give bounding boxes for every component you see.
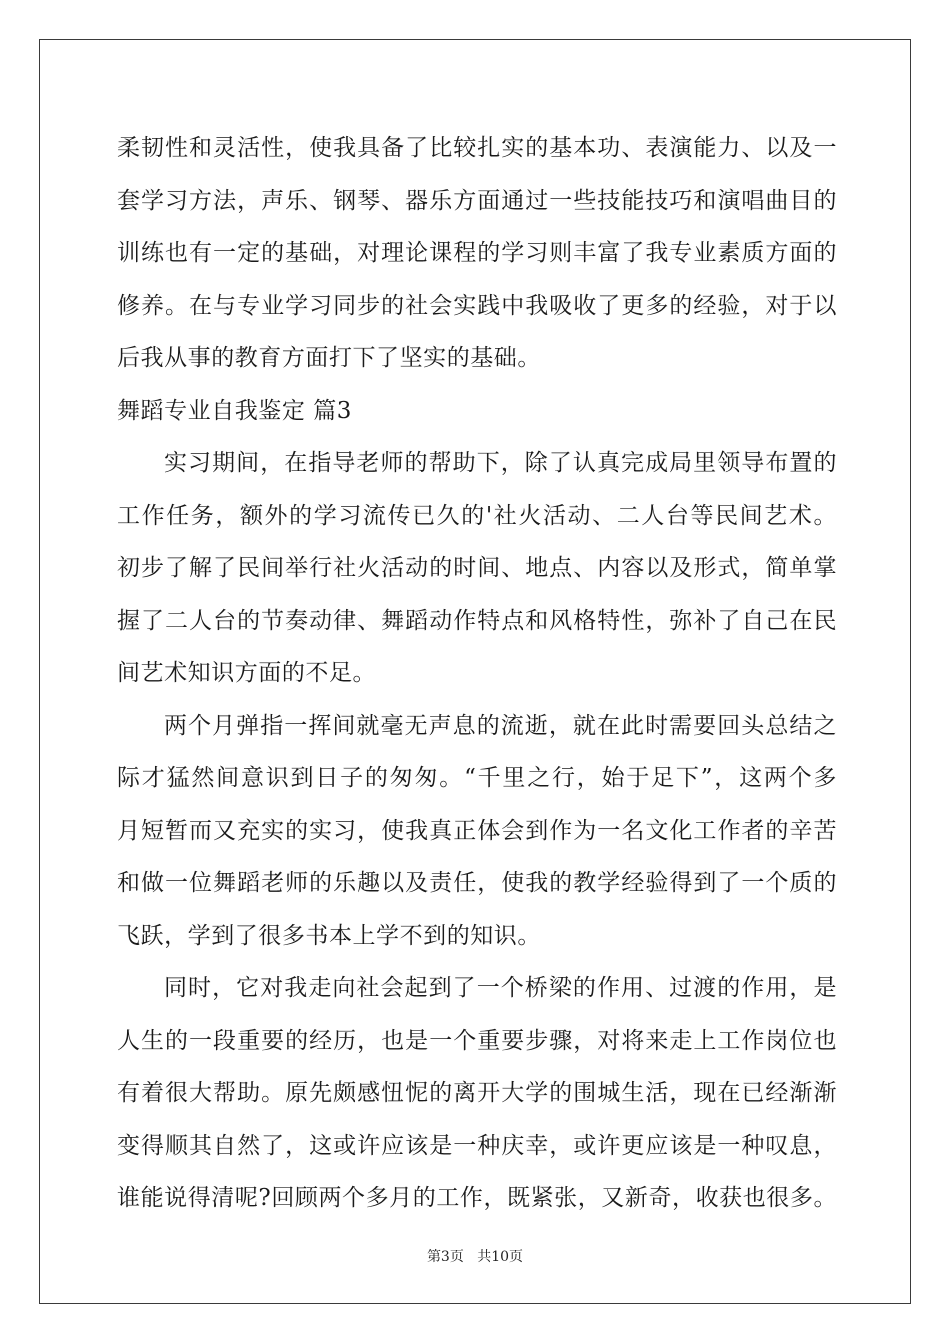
text-line: 和做一位舞蹈老师的乐趣以及责任，使我的教学经验得到了一个质的 — [117, 870, 837, 896]
text-line: 修养。在与专业学习同步的社会实践中我吸收了更多的经验，对于以 — [117, 292, 837, 319]
text-line: 月短暂而又充实的实习，使我真正体会到作为一名文化工作者的辛苦 — [117, 817, 837, 844]
text-line: 两个月弹指一挥间就毫无声息的流逝，就在此时需要回头总结之 — [164, 712, 837, 739]
text-line: 柔韧性和灵活性，使我具备了比较扎实的基本功、表演能力、以及一 — [117, 135, 837, 161]
text-line: 套学习方法，声乐、钢琴、器乐方面通过一些技能技巧和演唱曲目的 — [117, 187, 837, 214]
text-line: 飞跃，学到了很多书本上学不到的知识。 — [117, 922, 541, 949]
page-total: 共10页 — [477, 1249, 524, 1265]
text-line: 实习期间，在指导老师的帮助下，除了认真完成局里领导布置的 — [164, 450, 837, 476]
document-body — [117, 122, 837, 1225]
text-line: 间艺术知识方面的不足。 — [117, 660, 377, 686]
text-line: 人生的一段重要的经历，也是一个重要步骤，对将来走上工作岗位也 — [117, 1027, 837, 1054]
text-line: 有着很大帮助。原先颇感忸怩的离开大学的围城生活，现在已经渐渐 — [117, 1080, 837, 1106]
text-line: 谁能说得清呢?回顾两个多月的工作，既紧张，又新奇，收获也很多。 — [117, 1185, 837, 1211]
text-line: 同时，它对我走向社会起到了一个桥梁的作用、过渡的作用，是 — [164, 975, 837, 1001]
text-line: 后我从事的教育方面打下了坚实的基础。 — [117, 345, 541, 371]
page-number: 第3页 — [426, 1249, 464, 1265]
text-line: 工作任务，额外的学习流传已久的'社火活动、二人台等民间艺术。 — [117, 502, 837, 529]
text-line: 训练也有一定的基础，对理论课程的学习则丰富了我专业素质方面的 — [117, 240, 837, 266]
text-line: 握了二人台的节奏动律、舞蹈动作特点和风格特性，弥补了自己在民 — [117, 607, 837, 634]
text-line: 舞蹈专业自我鉴定 篇3 — [117, 397, 352, 424]
text-line: 变得顺其自然了，这或许应该是一种庆幸，或许更应该是一种叹息， — [117, 1132, 837, 1159]
text-line: 际才猛然间意识到日子的匆匆。“千里之行，始于足下”，这两个多 — [117, 765, 837, 791]
text-line: 初步了解了民间举行社火活动的时间、地点、内容以及形式，简单掌 — [117, 555, 837, 581]
page-footer — [0, 1246, 950, 1266]
